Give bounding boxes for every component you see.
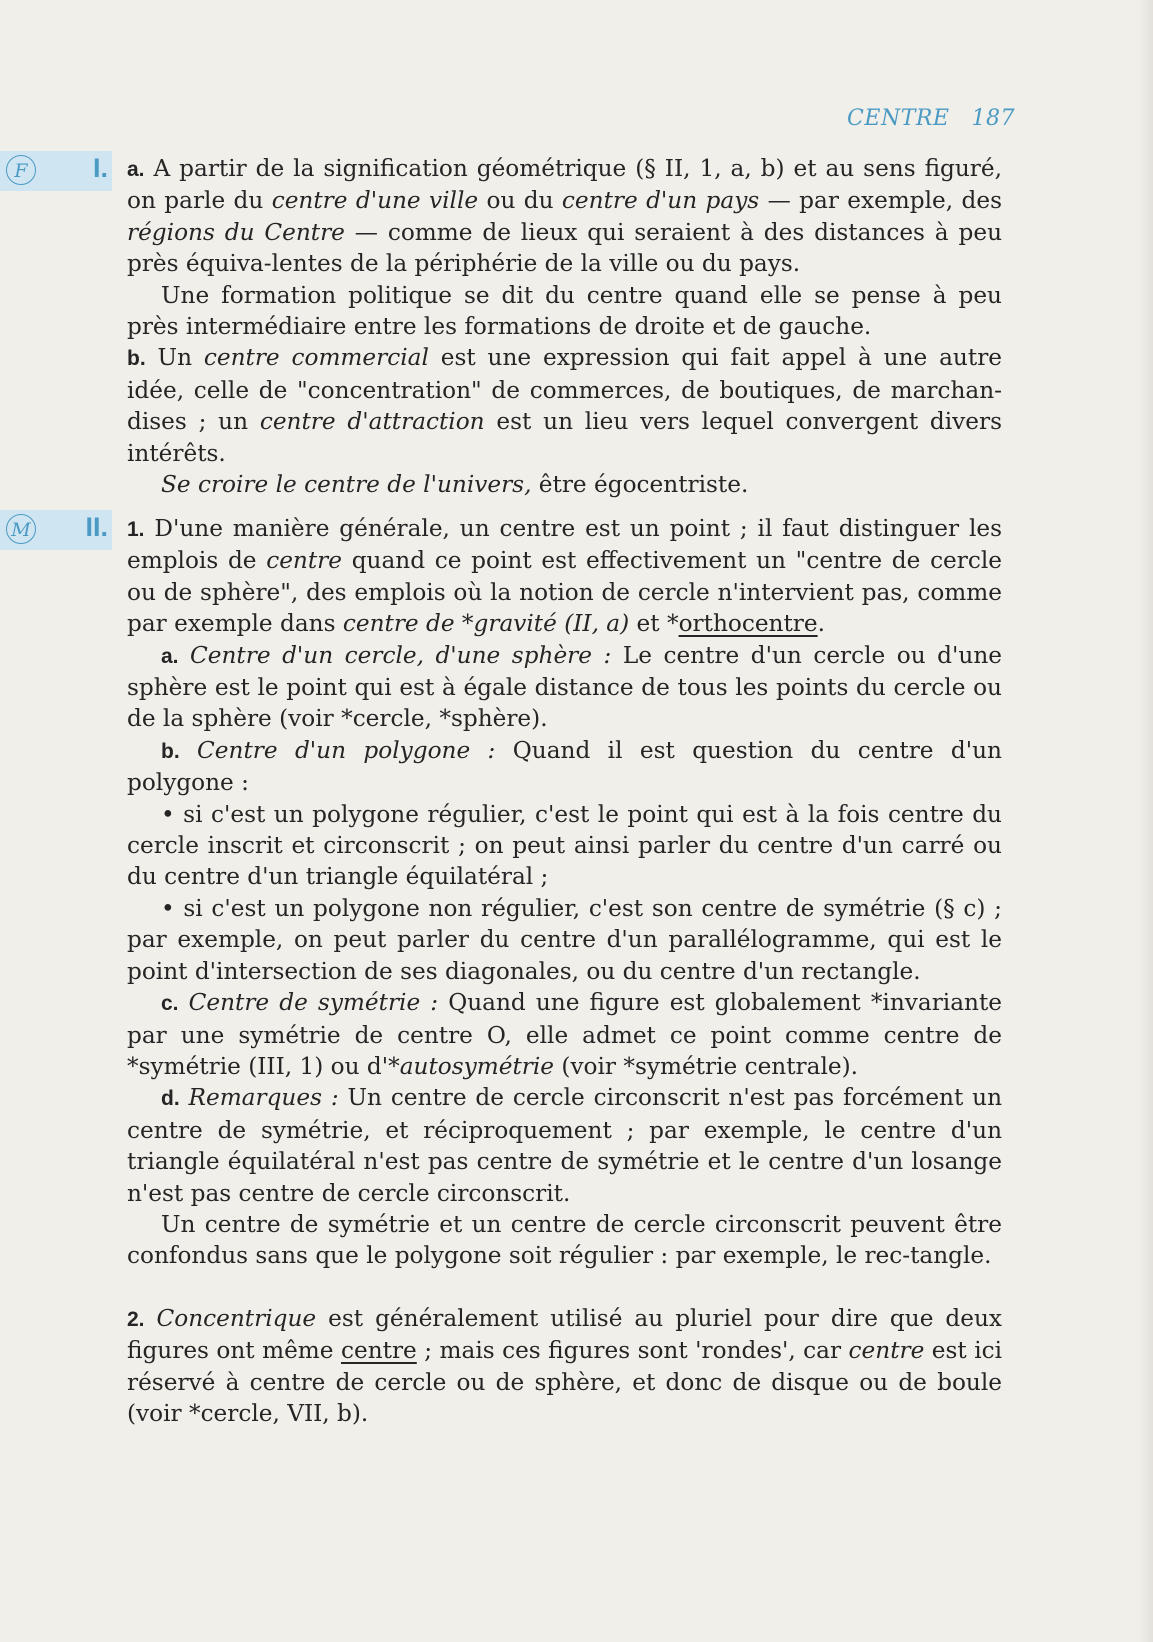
text-run: est une expression qui fait appel à une autre idée, celle de "concentration" de commerces, de boutiques, de marchan-dises ; un: [127, 344, 1002, 436]
item-label: 1.: [127, 518, 145, 541]
text-run: D'une manière générale, un centre est un point ; il faut distinguer les emplois de: [127, 515, 1002, 575]
paragraph: [127, 987, 1002, 1082]
text-run: et *: [629, 610, 679, 638]
italic-term: Se croire le centre de l'univers,: [161, 471, 532, 499]
paragraph: Une formation politique se dit du centre quand elle se pense à peu près intermédiaire entre les formations de droite et de gauche.: [127, 281, 1002, 341]
item-label: b.: [161, 739, 180, 763]
italic-term: centre de *gravité (II, a): [342, 610, 630, 638]
f-badge-icon: F: [6, 155, 36, 185]
item-label: a.: [127, 158, 145, 181]
section-i-text: [127, 153, 1002, 500]
paragraph: [127, 469, 1002, 500]
text-run: quand ce point est effectivement un "centre de cercle ou de sphère", des emplois où la notion de cercle n'intervient pas, comme par exemple dans: [127, 547, 1002, 638]
running-header: [847, 106, 1015, 131]
italic-term: centre d'un pays: [561, 187, 760, 215]
text-run: Quand il est question du centre d'un polygone :: [127, 736, 1002, 797]
item-label: a.: [161, 644, 179, 668]
paragraph: [127, 342, 1002, 469]
m-badge-icon: M: [6, 514, 36, 544]
text-run: est généralement utilisé au pluriel pour dire que deux figures ont même: [127, 1304, 1002, 1365]
item-label: c.: [161, 992, 179, 1016]
paragraph: [127, 735, 1002, 799]
italic-term: centre: [266, 547, 342, 575]
text-run: Quand une figure est globalement *invariante par une symétrie de centre O, elle admet ce point comme centre de *symétrie (III, 1) ou d': [127, 989, 1002, 1080]
paragraph: Un centre de symétrie et un centre de cercle circonscrit peuvent être confondus sans que le polygone soit régulier : par exemple, le rec-tangle.: [127, 1210, 1002, 1270]
bullet-item: • si c'est un polygone non régulier, c'est son centre de symétrie (§ c) ; par exemple, on peut parler du centre d'un parallélogramme, qui est le point d'intersection de ses diagonales, ou du centre d'un rectangle.: [127, 894, 1002, 985]
section-ii-text: [127, 513, 1002, 1429]
text-run: Le centre d'un cercle ou d'une sphère est le point qui est à égale distance de tous les points du cercle ou de la sphère (voir *cercle, *sphère).: [127, 641, 1002, 733]
text-run: .: [817, 610, 825, 638]
paragraph: [127, 640, 1002, 735]
italic-term: régions du Centre: [127, 218, 345, 246]
text-run: — comme de lieux qui seraient à des distances à peu près équiva-lentes de la périphérie de la ville ou du pays.: [127, 218, 1002, 278]
section-tab-f: [0, 151, 112, 191]
italic-term: Concentrique: [144, 1304, 317, 1332]
italic-term: centre commercial: [203, 344, 429, 372]
text-run: ; mais ces figures sont 'rondes', car: [416, 1337, 849, 1365]
bullet-item: • si c'est un polygone régulier, c'est le point qui est à la fois centre du cercle inscrit et circonscrit ; on peut ainsi parler du centre d'un carré ou du centre d'un triangle équilatéral ;: [127, 800, 1002, 891]
paragraph: [127, 153, 1002, 280]
header-title: CENTRE: [847, 106, 950, 131]
italic-term: *autosymétrie: [388, 1052, 555, 1080]
text-run: être égocentriste.: [531, 471, 749, 499]
section-tab-m: [0, 510, 112, 550]
page-number: 187: [971, 106, 1015, 131]
paragraph: [127, 513, 1002, 640]
section-numeral-i: I.: [92, 153, 108, 183]
italic-term: Centre d'un cercle, d'une sphère :: [178, 641, 612, 669]
paragraph: [127, 1082, 1002, 1209]
text-run: (voir *symétrie centrale).: [554, 1052, 859, 1080]
text-run: Un: [145, 344, 204, 372]
page-edge-shadow: [1139, 0, 1153, 1642]
text-run: Un centre de cercle circonscrit n'est pas forcément un centre de symétrie, et réciproquement ; par exemple, le centre d'un triangle équilatéral n'est pas centre de symétrie et le centre d'un losange n'est pas centre de cercle circonscrit.: [127, 1084, 1002, 1207]
italic-term: centre d'une ville: [271, 187, 479, 215]
spacer: [127, 1272, 1002, 1303]
underlined-term: centre: [340, 1337, 417, 1365]
italic-term: centre: [848, 1337, 925, 1365]
text-run: ou du: [478, 187, 562, 215]
italic-term: Centre d'un polygone :: [179, 736, 496, 764]
underlined-term: orthocentre: [678, 610, 818, 638]
paragraph: [127, 1303, 1002, 1430]
item-label: b.: [127, 347, 146, 371]
text-run: est un lieu vers lequel convergent divers intérêts.: [127, 408, 1002, 467]
item-label: 2.: [127, 1307, 145, 1331]
text-run: est ici réservé à centre de cercle ou de sphère, et donc de disque ou de boule (voir *cercle, VII, b).: [127, 1337, 1003, 1427]
text-run: A partir de la signification géométrique (§ II, 1, a, b) et au sens figuré, on parle du: [127, 155, 1002, 215]
italic-term: centre d'attraction: [259, 408, 485, 436]
text-run: — par exemple, des: [759, 187, 1002, 215]
italic-term: Remarques :: [179, 1084, 339, 1112]
item-label: d.: [161, 1087, 180, 1111]
section-numeral-ii: II.: [85, 512, 108, 542]
italic-term: Centre de symétrie :: [178, 989, 439, 1017]
